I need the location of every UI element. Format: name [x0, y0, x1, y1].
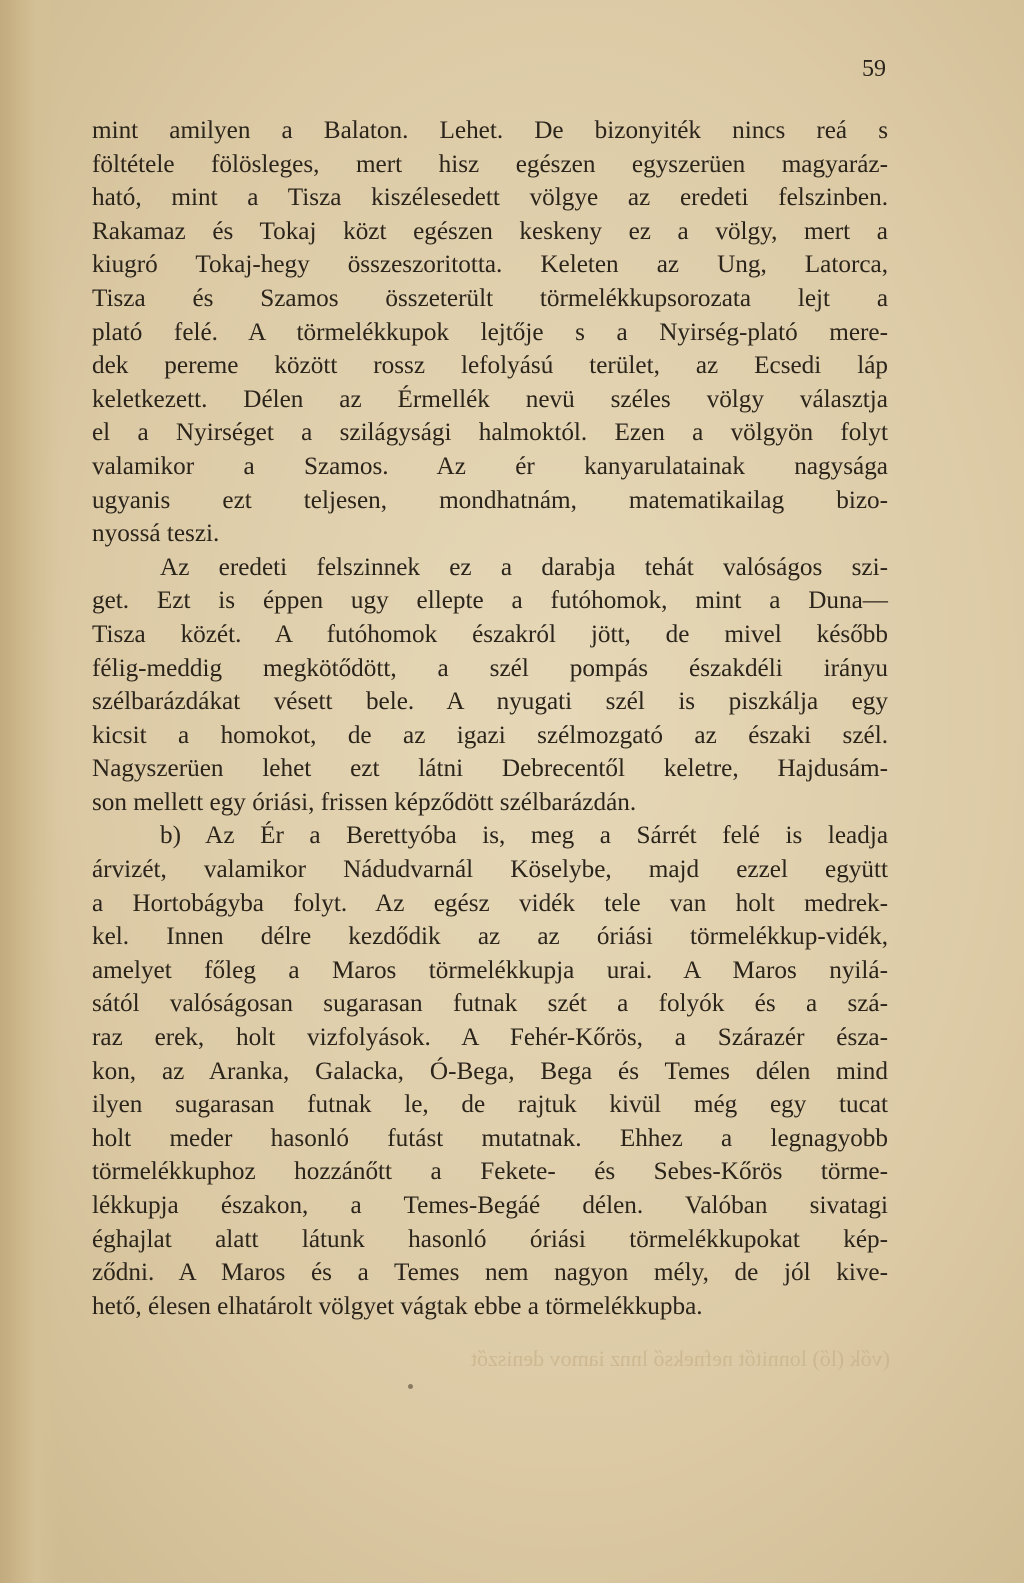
text-line: dek pereme között rossz lefolyású terület, az Ecsedi láp — [92, 352, 888, 380]
body-text — [92, 114, 888, 1323]
page-gutter-shadow — [0, 0, 60, 1583]
text-line: amelyet főleg a Maros törmelékkupja urai. A Maros nyilá- — [92, 956, 888, 984]
text-line: lékkupja északon, a Temes-Begáé délen. Valóban sivatagi — [92, 1192, 888, 1219]
text-line: hető, élesen elhatárolt völgyet vágtak ebbe a törmelékkupba. — [92, 1292, 703, 1320]
text-line: kon, az Aranka, Galacka, Ó-Bega, Bega és Temes délen mind — [92, 1057, 888, 1085]
ink-speck — [408, 1384, 413, 1389]
text-line: holt meder hasonló futást mutatnak. Ehhez a legnagyobb — [92, 1124, 888, 1152]
text-line: raz erek, holt vizfolyások. A Fehér-Kőrös, a Szárazér észa- — [92, 1024, 888, 1052]
text-line: ható, mint a Tisza kiszélesedett völgye az eredeti felszinben. — [92, 184, 888, 212]
text-line: Rakamaz és Tokaj közt egészen keskeny ez a völgy, mert a — [92, 217, 888, 245]
text-line: Tisza közét. A futóhomok északról jött, de mivel később — [92, 620, 888, 648]
text-line: Tisza és Szamos összeterült törmelékkupsorozata lejt a — [92, 284, 888, 312]
text-line: kicsit a homokot, de az igazi szélmozgató az északi szél. — [92, 721, 888, 749]
text-line: a Hortobágyba folyt. Az egész vidék tele van holt medrek- — [92, 889, 888, 917]
text-line: sától valóságosan sugarasan futnak szét a folyók és a szá- — [92, 990, 888, 1018]
text-line: Nagyszerüen lehet ezt látni Debrecentől keletre, Hajdusám- — [92, 755, 888, 783]
bleed-through-text: (vők (lő) lonnitőt nefnekső lnnz iamov deniszőt — [470, 1346, 890, 1371]
text-line: ilyen sugarasan futnak le, de rajtuk kivül még egy tucat — [92, 1091, 888, 1119]
text-line: föltétele fölösleges, mert hisz egészen egyszerüen magyaráz- — [92, 150, 888, 178]
text-line: kiugró Tokaj-hegy összeszoritotta. Keleten az Ung, Latorca, — [92, 251, 888, 279]
paragraph-start-line: b) Az Ér a Berettyóba is, meg a Sárrét felé is leadja — [160, 822, 888, 850]
text-line: get. Ezt is éppen ugy ellepte a futóhomok, mint a Duna— — [92, 587, 888, 615]
text-line: mint amilyen a Balaton. Lehet. De bizonyiték nincs reá s — [92, 117, 888, 144]
text-line: keletkezett. Délen az Érmellék nevü széles völgy választja — [92, 385, 888, 413]
text-line: nyossá teszi. — [92, 520, 220, 548]
text-line: valamikor a Szamos. Az ér kanyarulatainak nagysága — [92, 452, 888, 480]
text-line: szélbarázdákat vésett bele. A nyugati szél is piszkálja egy — [92, 688, 888, 716]
text-line: son mellett egy óriási, frissen képződött szélbarázdán. — [92, 788, 637, 816]
text-line: kel. Innen délre kezdődik az az óriási törmelékkup-vidék, — [92, 923, 888, 951]
paragraph-start-line: Az eredeti felszinnek ez a darabja tehát valóságos szi- — [160, 553, 888, 581]
text-line: ződni. A Maros és a Temes nem nagyon mély, de jól kive- — [92, 1259, 888, 1287]
text-line: árvizét, valamikor Nádudvarnál Köselybe, majd ezzel együtt — [92, 856, 888, 884]
text-line: félig-meddig megkötődött, a szél pompás északdéli irányu — [92, 654, 888, 682]
text-line: ugyanis ezt teljesen, mondhatnám, matematikailag bizo- — [92, 486, 888, 514]
text-line: el a Nyirséget a szilágysági halmoktól. Ezen a völgyön folyt — [92, 419, 888, 447]
text-line: törmelékkuphoz hozzánőtt a Fekete- és Sebes-Kőrös törme- — [92, 1158, 888, 1186]
text-line: plató felé. A törmelékkupok lejtője s a Nyirség-plató mere- — [92, 318, 888, 346]
text-line: éghajlat alatt látunk hasonló óriási törmelékkupokat kép- — [92, 1225, 888, 1253]
page-number: 59 — [862, 56, 886, 82]
